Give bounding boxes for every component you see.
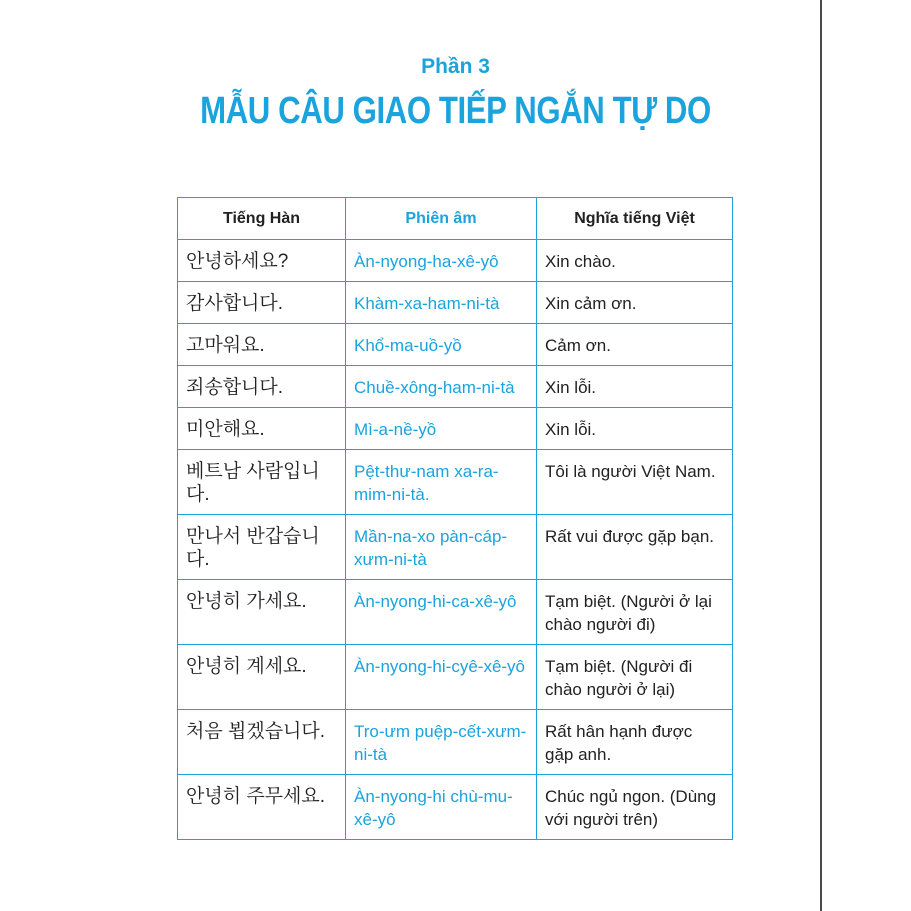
table-row <box>178 282 733 324</box>
phrase-table <box>177 197 733 840</box>
table-row <box>178 366 733 408</box>
pronunciation-cell: Mì-a-nề-yồ <box>346 408 537 450</box>
table-row <box>178 580 733 645</box>
table-row <box>178 324 733 366</box>
page-edge-divider <box>820 0 822 911</box>
korean-cell: 고마워요. <box>178 324 346 366</box>
korean-cell: 처음 뵙겠습니다. <box>178 710 346 775</box>
pronunciation-cell: Pệt-thư-nam xa-ra-mim-ni-tà. <box>346 450 537 515</box>
korean-cell: 미안해요. <box>178 408 346 450</box>
meaning-cell: Xin cảm ơn. <box>537 282 733 324</box>
pronunciation-cell: Mần-na-xo pàn-cáp-xưm-ni-tà <box>346 515 537 580</box>
pronunciation-cell: Àn-nyong-hi-ca-xê-yô <box>346 580 537 645</box>
meaning-cell: Rất vui được gặp bạn. <box>537 515 733 580</box>
korean-cell: 안녕하세요? <box>178 240 346 282</box>
korean-cell: 안녕히 가세요. <box>178 580 346 645</box>
table-row <box>178 515 733 580</box>
pronunciation-cell: Àn-nyong-hi-cyê-xê-yô <box>346 645 537 710</box>
table-row <box>178 710 733 775</box>
korean-cell: 감사합니다. <box>178 282 346 324</box>
table-row <box>178 775 733 840</box>
korean-cell: 베트남 사람입니다. <box>178 450 346 515</box>
header-meaning: Nghĩa tiếng Việt <box>537 198 733 240</box>
meaning-cell: Xin lỗi. <box>537 408 733 450</box>
pronunciation-cell: Khổ-ma-uồ-yồ <box>346 324 537 366</box>
pronunciation-cell: Tro-ưm puệp-cết-xưm-ni-tà <box>346 710 537 775</box>
meaning-cell: Xin lỗi. <box>537 366 733 408</box>
table-row <box>178 240 733 282</box>
meaning-cell: Tạm biệt. (Người ở lại chào người đi) <box>537 580 733 645</box>
meaning-cell: Tôi là người Việt Nam. <box>537 450 733 515</box>
pronunciation-cell: Àn-nyong-ha-xê-yô <box>346 240 537 282</box>
table-header-row <box>178 198 733 240</box>
table-row <box>178 450 733 515</box>
korean-cell: 안녕히 주무세요. <box>178 775 346 840</box>
header-pronunciation: Phiên âm <box>346 198 537 240</box>
meaning-cell: Rất hân hạnh được gặp anh. <box>537 710 733 775</box>
part-label: Phần 3 <box>421 55 490 78</box>
pronunciation-cell: Àn-nyong-hi chù-mu-xê-yô <box>346 775 537 840</box>
page-title: MẪU CÂU GIAO TIẾP NGẮN TỰ DO <box>200 90 711 132</box>
table-row <box>178 408 733 450</box>
meaning-cell: Xin chào. <box>537 240 733 282</box>
meaning-cell: Chúc ngủ ngon. (Dùng với người trên) <box>537 775 733 840</box>
header-korean: Tiếng Hàn <box>178 198 346 240</box>
meaning-cell: Tạm biệt. (Người đi chào người ở lại) <box>537 645 733 710</box>
pronunciation-cell: Khàm-xa-ham-ni-tà <box>346 282 537 324</box>
korean-cell: 안녕히 계세요. <box>178 645 346 710</box>
pronunciation-cell: Chuề-xông-ham-ni-tà <box>346 366 537 408</box>
meaning-cell: Cảm ơn. <box>537 324 733 366</box>
table-row <box>178 645 733 710</box>
korean-cell: 죄송합니다. <box>178 366 346 408</box>
korean-cell: 만나서 반갑습니다. <box>178 515 346 580</box>
